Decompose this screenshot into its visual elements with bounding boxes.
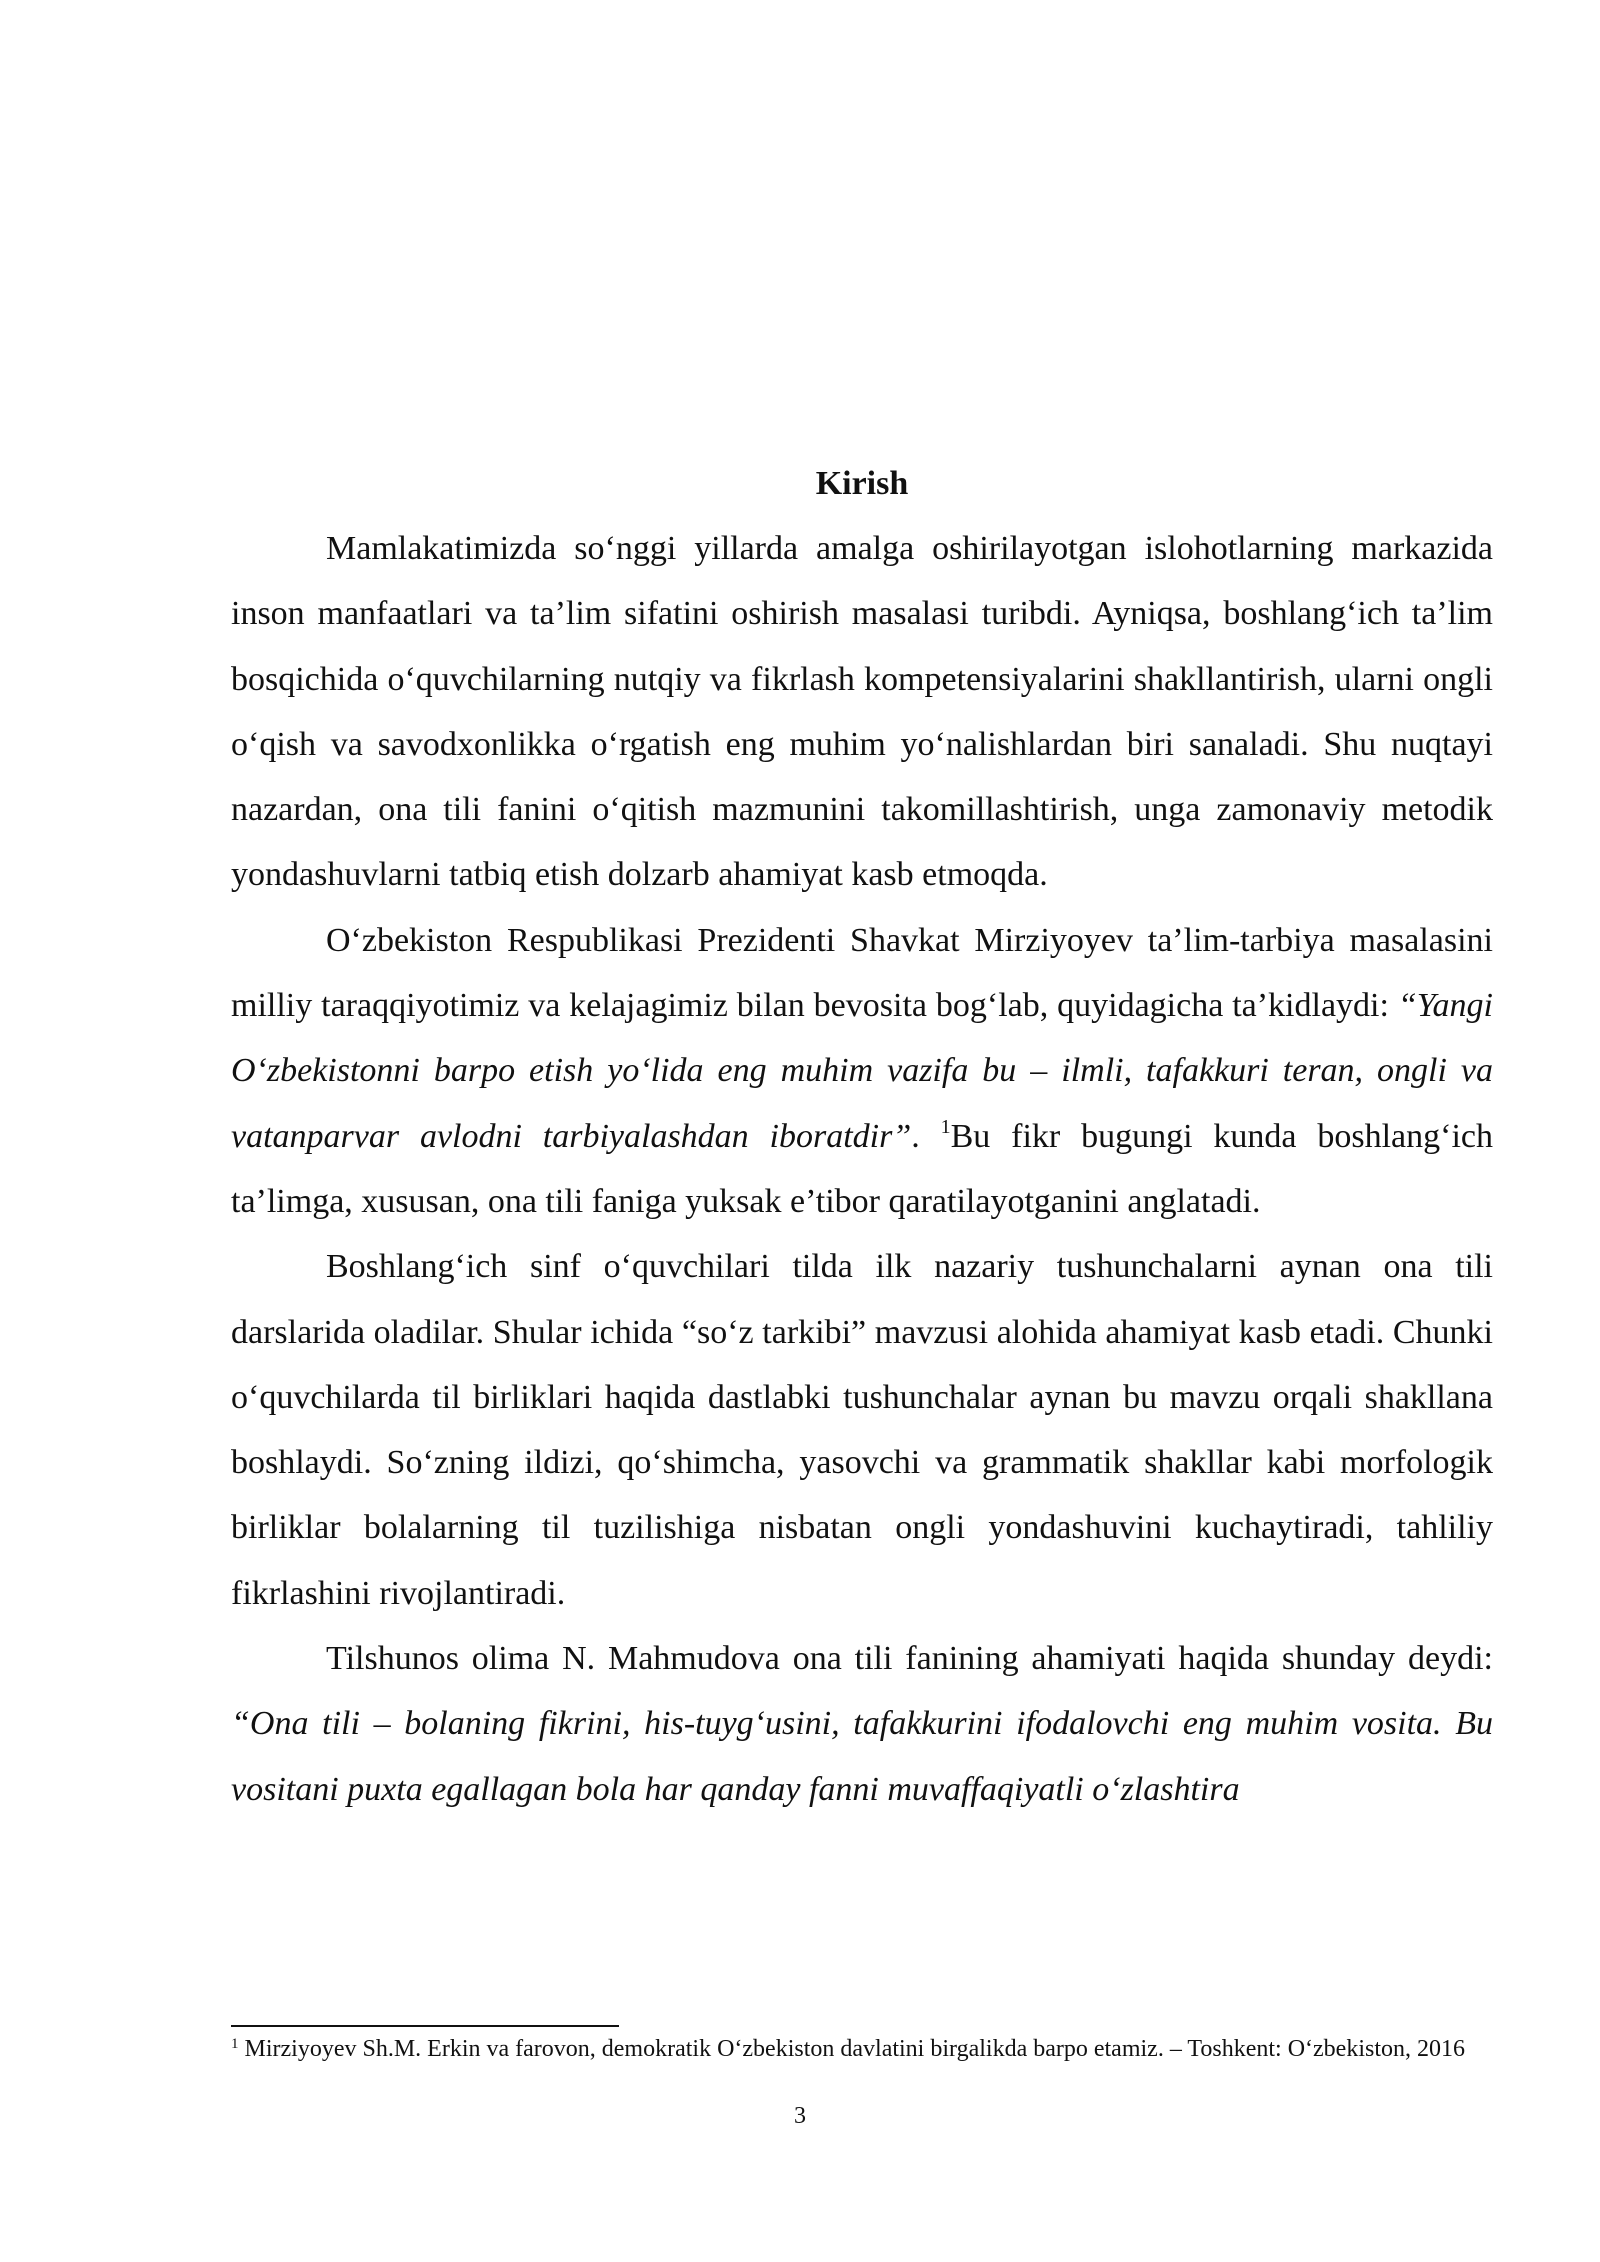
- president-quote: “Yangi O‘zbekistonni barpo etish yo‘lida eng muhim vazifa bu – ilmli, tafakkuri teran, ongli va vatanparvar avlodni tarbiyalashdan iboratdir”: [231, 987, 1493, 1155]
- paragraph-4: [231, 1626, 1493, 1822]
- paragraph-3: Boshlang‘ich sinf o‘quvchilari tilda ilk nazariy tushunchalarni aynan ona tili darslarida oladilar. Shular ichida “so‘z tarkibi” mavzusi alohida ahamiyat kasb etadi. Chunki o‘quvchilarda til birliklari haqida dastlabki tushunchalar aynan bu mavzu orqali shakllana boshlaydi. So‘zning ildizi, qo‘shimcha, yasovchi va grammatik shakllar kabi morfologik birliklar bolalarning til tuzilishiga nisbatan ongli yondashuvini kuchaytiradi, tahliliy fikrlashini rivojlantiradi.: [231, 1248, 1493, 1612]
- paragraph-2-text: O‘zbekiston Respublikasi Prezidenti Shavkat Mirziyoyev ta’lim-tarbiya masalasini milliy taraqqiyotimiz va kelajagimiz bilan bevosita bog‘lab, quyidagicha ta’kidlaydi:: [231, 921, 1493, 1025]
- page-body: [231, 458, 1493, 1822]
- footnote-separator: [231, 2025, 619, 2027]
- footnote-mark: 1: [231, 2036, 239, 2052]
- footnote-reference[interactable]: 1: [940, 1115, 951, 1138]
- page-number: 3: [794, 2103, 806, 2129]
- section-title: Kirish: [815, 465, 909, 502]
- footnote-text: Mirziyoyev Sh.M. Erkin va farovon, demokratik O‘zbekiston davlatini birgalikda barpo etamiz. – Toshkent: O‘zbekiston, 2016: [238, 2036, 1466, 2062]
- paragraph-2-continuation: Bu fikr bugungi kunda boshlang‘ich ta’limga, xususan, ona tili faniga yuksak e’tibor qaratilayotganini anglatadi.: [231, 1117, 1493, 1220]
- mahmudova-quote: “Ona tili – bolaning fikrini, his-tuyg‘usini, tafakkurini ifodalovchi eng muhim vosita. Bu vositani puxta egallagan bola har qanday fanni muvaffaqiyatli o‘zlashtira: [231, 1705, 1493, 1808]
- paragraph-1: Mamlakatimizda so‘nggi yillarda amalga oshirilayotgan islohotlarning markazida inson manfaatlari va ta’lim sifatini oshirish masalasi turibdi. Ayniqsa, boshlang‘ich ta’lim bosqichida o‘quvchilarning nutqiy va fikrlash kompetensiyalarini shakllantirish, ularni ongli o‘qish va savodxonlikka o‘rgatish eng muhim yo‘nalishlardan biri sanaladi. Shu nuqtayi nazardan, ona tili fanini o‘qitish mazmunini takomillashtirish, unga zamonaviy metodik yondashuvlarni tatbiq etish dolzarb ahamiyat kasb etmoqda.: [231, 530, 1493, 894]
- footnote: [231, 2034, 1493, 2065]
- quote-period: .: [911, 1117, 941, 1155]
- paragraph-4-text: Tilshunos olima N. Mahmudova ona tili fanining ahamiyati haqida shunday deydi:: [326, 1640, 1493, 1678]
- paragraph-2: [231, 908, 1493, 1234]
